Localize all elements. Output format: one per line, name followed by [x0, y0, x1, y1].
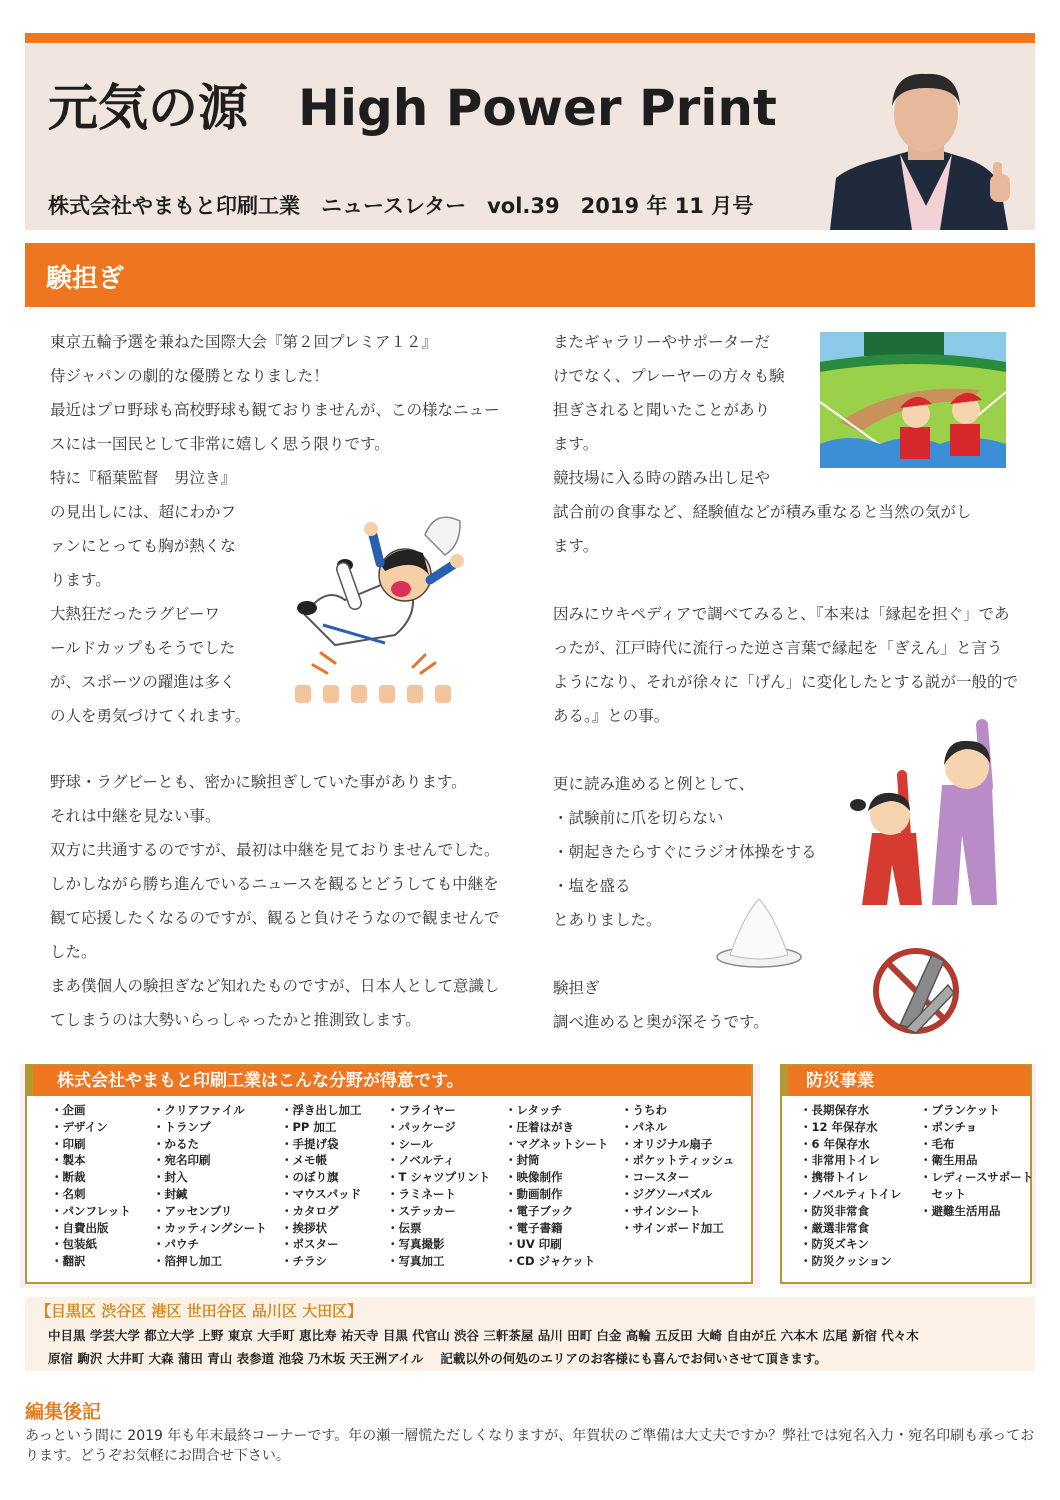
services-column — [505, 1102, 621, 1270]
service-item: ・ポスター — [281, 1237, 339, 1252]
service-item: ・電子書籍 — [505, 1220, 563, 1235]
service-item: ・手提げ袋 — [281, 1136, 339, 1151]
service-item: ・うちわ — [621, 1103, 667, 1117]
radio-exercise-illustration — [832, 715, 1012, 915]
service-item: ・企画 — [51, 1103, 86, 1117]
top-accent-bar — [25, 33, 1035, 43]
text-line: しかしながら勝ち進んでいるニュースを観るとどうしても中継を — [50, 875, 499, 893]
services-column — [51, 1102, 153, 1270]
service-item: ・コースター — [621, 1170, 690, 1185]
service-item: ・浮き出し加工 — [281, 1103, 362, 1117]
service-item: ・断裁 — [51, 1170, 86, 1185]
disaster-column — [800, 1102, 920, 1270]
text-line: ールドカップもそうでした — [50, 639, 236, 657]
service-item: ・かるた — [153, 1136, 199, 1151]
service-item: ・サインボード加工 — [621, 1220, 724, 1235]
service-item: ・映像制作 — [505, 1170, 563, 1185]
no-nail-clipper-illustration — [870, 945, 962, 1037]
text-line: それは中継を見ない事。 — [50, 807, 221, 825]
service-item: ・包装紙 — [51, 1237, 97, 1252]
text-line: ・朝起きたらすぐにラジオ体操をする — [553, 843, 817, 861]
text-line: またギャラリーやサポーターだ — [553, 333, 771, 351]
service-item: ・封入 — [153, 1170, 188, 1185]
text-line: けでなく、プレーヤーの方々も験 — [553, 367, 785, 385]
service-item: ・トランプ — [153, 1119, 211, 1134]
service-item: ・CD ジャケット — [505, 1254, 596, 1269]
disaster-item: ・防災ズキン — [800, 1237, 869, 1252]
disaster-item: ・厳選非常食 — [800, 1220, 869, 1235]
text-line: まあ僕個人の験担ぎなど知れたものですが、日本人として意識し — [50, 977, 500, 995]
baseball-player-tossed-illustration — [285, 505, 465, 705]
text-line: 競技場に入る時の踏み出し足や — [553, 469, 771, 487]
service-item: ・宛名印刷 — [153, 1153, 211, 1168]
disaster-item: ・衛生用品 — [920, 1153, 978, 1168]
service-item: ・パネル — [621, 1119, 667, 1134]
text-line: 東京五輪予選を兼ねた国際大会『第２回プレミア１２』 — [50, 333, 437, 351]
services-column — [621, 1102, 741, 1270]
text-line: ます。 — [553, 435, 599, 453]
service-item: ・オリジナル扇子 — [621, 1136, 713, 1151]
service-item: ・挨拶状 — [281, 1220, 327, 1235]
service-item: ・PP 加工 — [281, 1119, 337, 1134]
service-item: ・クリアファイル — [153, 1103, 245, 1117]
service-item: ・サインシート — [621, 1203, 701, 1218]
text-line: ようになり、それが徐々に「げん」に変化したとする説が一般的で — [553, 673, 1019, 691]
text-line: 調べ進めると奥が深そうです。 — [553, 1013, 769, 1031]
text-line: てしまうのは大勢いらっしゃったかと推測致します。 — [50, 1011, 421, 1029]
text-line: とありました。 — [553, 911, 662, 929]
disaster-item: ・避難生活用品 — [920, 1203, 1001, 1218]
text-line: 因みにウキペディアで調べてみると、『本来は「縁起を担ぐ」であ — [553, 605, 1010, 623]
service-item: ・電子ブック — [505, 1203, 574, 1218]
text-line: 野球・ラグビーとも、密かに験担ぎしていた事があります。 — [50, 773, 467, 791]
disaster-title: 防災事業 — [782, 1066, 1030, 1096]
text-line: が、スポーツの躍進は多く — [50, 673, 236, 691]
disaster-item: ・長期保存水 — [800, 1103, 869, 1117]
service-item: ・カッティングシート — [153, 1220, 267, 1235]
text-line: スには一国民として非常に嬉しく思う限りです。 — [50, 435, 390, 453]
service-item: ・T シャツプリント — [387, 1170, 491, 1185]
text-line: ります。 — [50, 571, 111, 589]
service-item: ・製本 — [51, 1153, 86, 1168]
text-line: ・塩を盛る — [553, 877, 631, 895]
text-line: の人を勇気づけてくれます。 — [50, 707, 251, 725]
text-line: 試合前の食事など、経験値などが積み重なると当然の気がし — [553, 503, 972, 521]
text-line: 更に読み進めると例として、 — [553, 775, 755, 793]
text-line: 特に『稲葉監督 男泣き』 — [50, 469, 237, 487]
service-item: ・チラシ — [281, 1254, 327, 1269]
service-areas-title: 【目黒区 渋谷区 港区 世田谷区 品川区 大田区】 — [36, 1302, 363, 1320]
service-item: ・ジグソーパズル — [621, 1186, 713, 1201]
text-line: 最近はプロ野球も高校野球も観ておりませんが、この様なニュー — [50, 401, 500, 419]
service-item: ・レタッチ — [505, 1103, 563, 1117]
services-column — [153, 1102, 281, 1270]
disaster-box — [780, 1064, 1032, 1284]
service-item: ・ポケットティッシュ — [621, 1153, 735, 1168]
text-line: 担ぎされると聞いたことがあり — [553, 401, 771, 419]
disaster-item: ・6 年保存水 — [800, 1136, 870, 1151]
service-item: ・UV 印刷 — [505, 1237, 562, 1252]
section-header-bar — [25, 243, 1035, 307]
service-item: ・のぼり旗 — [281, 1170, 339, 1185]
text-line: ます。 — [553, 537, 599, 555]
newsletter-title: 元気の源 High Power Print — [48, 79, 777, 137]
salt-pile-illustration — [714, 895, 804, 970]
service-areas-line: 原宿 駒沢 大井町 大森 蒲田 青山 表参道 池袋 乃木坂 天王洲アイル 記載以外の何処のエリアのお客様にも喜んでお伺いさせて頂きます。 — [48, 1351, 827, 1366]
service-item: ・マグネットシート — [505, 1136, 609, 1151]
text-line: ァンにとっても胸が熱くな — [50, 537, 236, 555]
text-line: 験担ぎ — [553, 979, 600, 997]
service-item: ・圧着はがき — [505, 1119, 574, 1134]
disaster-item: ・ブランケット — [920, 1103, 1000, 1117]
disaster-item: ・毛布 — [920, 1136, 955, 1151]
service-item: ・写真加工 — [387, 1254, 445, 1269]
disaster-item: ・ポンチョ — [920, 1119, 978, 1134]
disaster-column — [920, 1102, 1034, 1270]
disaster-item: セット — [920, 1186, 966, 1201]
text-line: 観て応援したくなるのですが、観ると負けそうなので観ませんで — [50, 909, 500, 927]
disaster-item: ・非常用トイレ — [800, 1153, 880, 1168]
service-item: ・カタログ — [281, 1203, 339, 1218]
article-right-middle — [553, 597, 1018, 733]
service-item: ・メモ帳 — [281, 1153, 327, 1168]
disaster-item: ・レディースサポート — [920, 1170, 1034, 1185]
disaster-list — [782, 1096, 1034, 1270]
service-item: ・デザイン — [51, 1119, 108, 1134]
services-box — [25, 1064, 753, 1284]
text-line: 侍ジャパンの劇的な優勝となりました！ — [50, 367, 329, 385]
service-item: ・ラミネート — [387, 1186, 456, 1201]
service-item: ・封筒 — [505, 1153, 540, 1168]
service-item: ・パウチ — [153, 1237, 199, 1252]
text-line: の見出しには、超にわかフ — [50, 503, 237, 521]
text-line: ったが、江戸時代に流行った逆さ言葉で縁起を「ぎえん」と言う — [553, 639, 1003, 657]
service-item: ・封緘 — [153, 1186, 188, 1201]
service-item: ・翻訳 — [51, 1254, 86, 1269]
text-line: ・試験前に爪を切らない — [553, 809, 724, 827]
text-line: した。 — [50, 943, 97, 961]
text-line: 双方に共通するのですが、最初は中継を見ておりませんでした。 — [50, 841, 500, 859]
service-item: ・パッケージ — [387, 1119, 456, 1134]
editor-note-title: 編集後記 — [25, 1401, 102, 1423]
services-column — [387, 1102, 505, 1270]
article-left-bottom — [50, 765, 500, 1037]
service-item: ・パンフレット — [51, 1203, 131, 1218]
service-item: ・ステッカー — [387, 1203, 456, 1218]
text-line: 大熱狂だったラグビーワ — [50, 605, 220, 623]
service-item: ・伝票 — [387, 1220, 422, 1235]
service-item: ・写真撮影 — [387, 1237, 445, 1252]
service-areas-line: 中目黒 学芸大学 都立大学 上野 東京 大手町 恵比寿 祐天寺 目黒 代官山 渋谷 三軒茶屋 品川 田町 白金 高輪 五反田 大崎 自由が丘 六本木 広尾 新宿 代々木 — [48, 1328, 919, 1343]
portrait-photo — [830, 66, 1022, 230]
service-item: ・自費出版 — [51, 1220, 109, 1235]
service-item: ・シール — [387, 1136, 433, 1151]
service-item: ・箔押し加工 — [153, 1254, 222, 1269]
service-item: ・名刺 — [51, 1186, 86, 1201]
service-item: ・印刷 — [51, 1136, 86, 1151]
newsletter-subtitle: 株式会社やまもと印刷工業 ニュースレター vol.39 2019 年 11 月号 — [48, 194, 754, 218]
disaster-item: ・ノベルティトイレ — [800, 1186, 902, 1201]
article-title: 験担ぎ — [46, 264, 125, 294]
service-item: ・動画制作 — [505, 1186, 563, 1201]
service-item: ・フライヤー — [387, 1103, 456, 1117]
disaster-item: ・携帯トイレ — [800, 1170, 869, 1185]
service-item: ・マウスパッド — [281, 1186, 362, 1201]
disaster-item: ・12 年保存水 — [800, 1119, 878, 1134]
service-item: ・ノベルティ — [387, 1153, 455, 1168]
disaster-item: ・防災非常食 — [800, 1203, 869, 1218]
disaster-item: ・防災クッション — [800, 1254, 892, 1269]
services-list — [27, 1096, 751, 1270]
stadium-fans-illustration — [820, 332, 1006, 468]
services-title: 株式会社やまもと印刷工業はこんな分野が得意です。 — [27, 1066, 751, 1096]
text-line: ある。』との事。 — [553, 707, 670, 725]
editor-note-body: あっという間に 2019 年も年末最終コーナーです。年の瀬一層慌ただしくなりますが、年賀状のご準備は大丈夫ですか？弊社では宛名入力・宛名印刷も承っております。どうぞお気軽にお問合せ下さい。 — [25, 1428, 1035, 1464]
service-item: ・アッセンブリ — [153, 1203, 233, 1218]
services-column — [281, 1102, 387, 1270]
